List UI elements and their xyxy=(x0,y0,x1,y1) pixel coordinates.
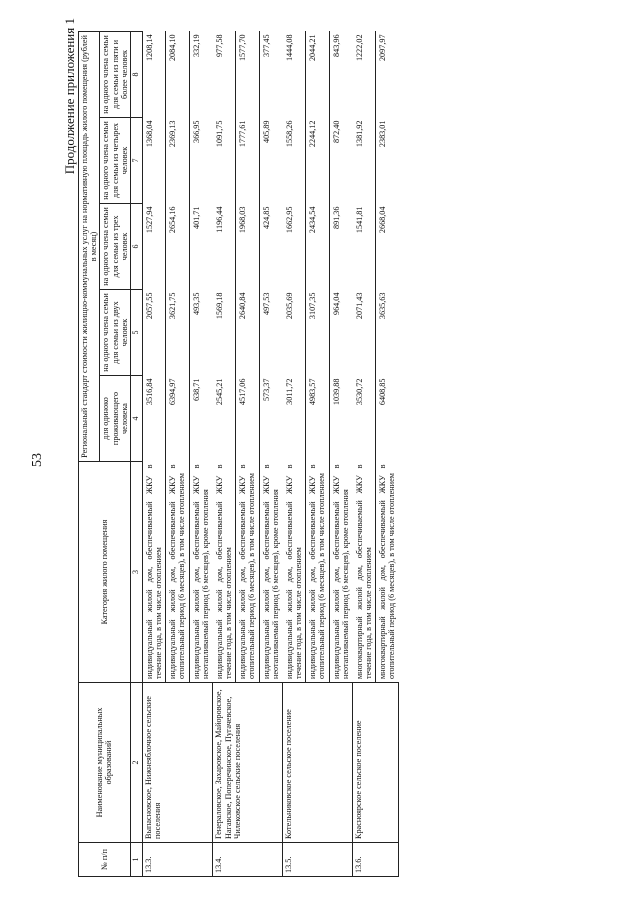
category-text: индивидуальный жилой дом, обеспечиваемый ЖКУ в течение года, в том числе отоплением xyxy=(214,464,234,679)
values-col-1 xyxy=(142,376,213,462)
header-sub-5: на одного члена семьи для семьи из пяти и более человек xyxy=(100,31,131,117)
appendix-label: Продолжение приложения 1 xyxy=(62,18,77,175)
value-cell: 366,95 xyxy=(189,118,213,204)
standards-table xyxy=(78,31,399,877)
value-cell: 1208,14 xyxy=(144,34,154,62)
category-text: индивидуальный жилой дом, обеспечиваемый ЖКУ в отопительный период (6 месяцев), в том числе отоплением xyxy=(305,462,329,683)
value-cell: 3107,35 xyxy=(305,290,329,376)
value-cell: 2668,04 xyxy=(375,204,399,290)
value-cell: 843,96 xyxy=(329,31,353,117)
row-name: Котельниковское сельское поселение xyxy=(283,683,353,843)
row-num: 13.5. xyxy=(283,843,353,877)
row-num: 13.6. xyxy=(353,843,399,877)
value-cell: 2383,01 xyxy=(375,118,399,204)
category-text: индивидуальный жилой дом, обеспечиваемый ЖКУ в отопительный период (6 месяцев), в том числе отоплением xyxy=(165,462,189,683)
values-col-2 xyxy=(213,290,283,376)
value-cell: 2071,43 xyxy=(354,292,364,320)
table-row xyxy=(213,31,283,876)
values-col-5 xyxy=(353,31,399,117)
header-num: № п/п xyxy=(79,843,131,877)
values-col-1 xyxy=(283,376,353,462)
value-cell: 1444,08 xyxy=(284,34,294,62)
value-cell: 4517,06 xyxy=(235,376,259,462)
value-cell: 424,85 xyxy=(259,204,283,290)
header-sub-2: на одного члена семьи для семьи из двух человек xyxy=(100,290,131,376)
index-cell: 6 xyxy=(130,204,142,290)
value-cell: 3530,72 xyxy=(354,378,364,406)
value-cell: 6408,85 xyxy=(375,376,399,462)
category-text: многоквартирный жилой дом, обеспечиваемый ЖКУ в течение года, в том числе отоплением xyxy=(354,464,374,679)
category-text: многоквартирный жилой дом, обеспечиваемый ЖКУ в отопительный период (6 месяцев), в том числе отоплением xyxy=(375,462,399,683)
value-cell: 2244,12 xyxy=(305,118,329,204)
table-row xyxy=(353,31,399,876)
value-cell: 891,36 xyxy=(329,204,353,290)
value-cell: 964,04 xyxy=(329,290,353,376)
values-col-3 xyxy=(142,204,213,290)
value-cell: 6394,97 xyxy=(165,376,189,462)
values-col-5 xyxy=(142,31,213,117)
category-text: индивидуальный жилой дом, обеспечиваемый ЖКУ в течение года, в том числе отоплением xyxy=(284,464,304,679)
table-row xyxy=(283,31,353,876)
value-cell: 1777,61 xyxy=(235,118,259,204)
table-row xyxy=(142,31,213,876)
values-col-4 xyxy=(283,118,353,204)
value-cell: 2084,10 xyxy=(165,31,189,117)
header-name: Наименование муниципальных образований xyxy=(79,683,131,843)
value-cell: 573,37 xyxy=(259,376,283,462)
row-num: 13.4. xyxy=(213,843,283,877)
row-categories xyxy=(353,462,399,683)
values-col-3 xyxy=(353,204,399,290)
index-cell: 5 xyxy=(130,290,142,376)
index-cell: 1 xyxy=(130,843,142,877)
values-col-2 xyxy=(142,290,213,376)
value-cell: 1569,18 xyxy=(214,292,224,320)
values-col-5 xyxy=(283,31,353,117)
header-sub-3: на одного члена семьи для семьи из трех человек xyxy=(100,204,131,290)
value-cell: 493,35 xyxy=(189,290,213,376)
value-cell: 1577,70 xyxy=(235,31,259,117)
value-cell: 497,53 xyxy=(259,290,283,376)
value-cell: 4983,57 xyxy=(305,376,329,462)
value-cell: 977,58 xyxy=(214,34,224,57)
value-cell: 332,19 xyxy=(189,31,213,117)
page-number: 53 xyxy=(30,453,45,467)
value-cell: 3011,72 xyxy=(284,378,294,405)
category-text: индивидуальный жилой дом, обеспечиваемый ЖКУ в течение года, в том числе отоплением xyxy=(144,464,164,679)
value-cell: 1196,44 xyxy=(214,206,224,233)
value-cell: 2640,84 xyxy=(235,290,259,376)
row-name: Выпасновское, Нижнеяблочное сельские поселения xyxy=(142,683,213,843)
header-sub-4: на одного члена семьи для семьи из четырех человек xyxy=(100,118,131,204)
value-cell: 2545,21 xyxy=(214,378,224,406)
index-cell: 8 xyxy=(130,31,142,117)
value-cell: 2369,13 xyxy=(165,118,189,204)
value-cell: 1039,88 xyxy=(329,376,353,462)
value-cell: 872,40 xyxy=(329,118,353,204)
index-cell: 2 xyxy=(130,683,142,843)
value-cell: 3621,75 xyxy=(165,290,189,376)
index-row xyxy=(130,31,142,876)
value-cell: 2057,55 xyxy=(144,292,154,320)
value-cell: 1222,02 xyxy=(354,34,364,62)
category-text: индивидуальный жилой дом, обеспечиваемый ЖКУ в неотапливаемый период (6 месяцев), кроме отопления xyxy=(189,462,213,683)
index-cell: 3 xyxy=(130,462,142,683)
row-name: Генераловское, Захаровское, Майоровское, Нагавское, Поперечинское, Пугачевское, Чилековское сельские поселения xyxy=(213,683,283,843)
values-col-2 xyxy=(353,290,399,376)
value-cell: 638,71 xyxy=(189,376,213,462)
value-cell: 1558,26 xyxy=(284,120,294,148)
values-col-2 xyxy=(283,290,353,376)
value-cell: 401,71 xyxy=(189,204,213,290)
value-cell: 405,89 xyxy=(259,118,283,204)
row-name: Красноярское сельское поселение xyxy=(353,683,399,843)
value-cell: 377,45 xyxy=(259,31,283,117)
row-categories xyxy=(283,462,353,683)
row-categories xyxy=(142,462,213,683)
value-cell: 1381,92 xyxy=(354,120,364,148)
category-text: индивидуальный жилой дом, обеспечиваемый ЖКУ в неотапливаемый период (6 месяцев), кроме отопления xyxy=(259,462,283,683)
index-cell: 4 xyxy=(130,376,142,462)
value-cell: 1541,81 xyxy=(354,206,364,234)
value-cell: 3516,84 xyxy=(144,378,154,406)
value-cell: 1368,04 xyxy=(144,120,154,148)
index-cell: 7 xyxy=(130,118,142,204)
header-row xyxy=(79,31,100,876)
value-cell: 1968,03 xyxy=(235,204,259,290)
value-cell: 1527,94 xyxy=(144,206,154,234)
values-col-3 xyxy=(283,204,353,290)
values-col-4 xyxy=(142,118,213,204)
value-cell: 2654,16 xyxy=(165,204,189,290)
values-col-3 xyxy=(213,204,283,290)
header-standard: Региональный стандарт стоимости жилищно-коммунальных услуг на нормативную площадь жилого помещения (рублей в месяц) xyxy=(79,31,100,461)
values-col-1 xyxy=(353,376,399,462)
value-cell: 2097,97 xyxy=(375,31,399,117)
row-num: 13.3. xyxy=(142,843,213,877)
value-cell: 1662,95 xyxy=(284,206,294,234)
value-cell: 1091,75 xyxy=(214,120,224,148)
header-sub-1: для одиноко проживающего человека xyxy=(100,376,131,462)
value-cell: 2035,69 xyxy=(284,292,294,320)
header-category: Категория жилого помещения xyxy=(79,462,131,683)
values-col-1 xyxy=(213,376,283,462)
values-col-4 xyxy=(353,118,399,204)
values-col-5 xyxy=(213,31,283,117)
value-cell: 3635,63 xyxy=(375,290,399,376)
values-col-4 xyxy=(213,118,283,204)
category-text: индивидуальный жилой дом, обеспечиваемый ЖКУ в неотапливаемый период (6 месяцев), кроме отопления xyxy=(329,462,353,683)
value-cell: 2044,21 xyxy=(305,31,329,117)
value-cell: 2434,54 xyxy=(305,204,329,290)
category-text: индивидуальный жилой дом, обеспечиваемый ЖКУ в отопительный период (6 месяцев), в том числе отоплением xyxy=(235,462,259,683)
row-categories xyxy=(213,462,283,683)
